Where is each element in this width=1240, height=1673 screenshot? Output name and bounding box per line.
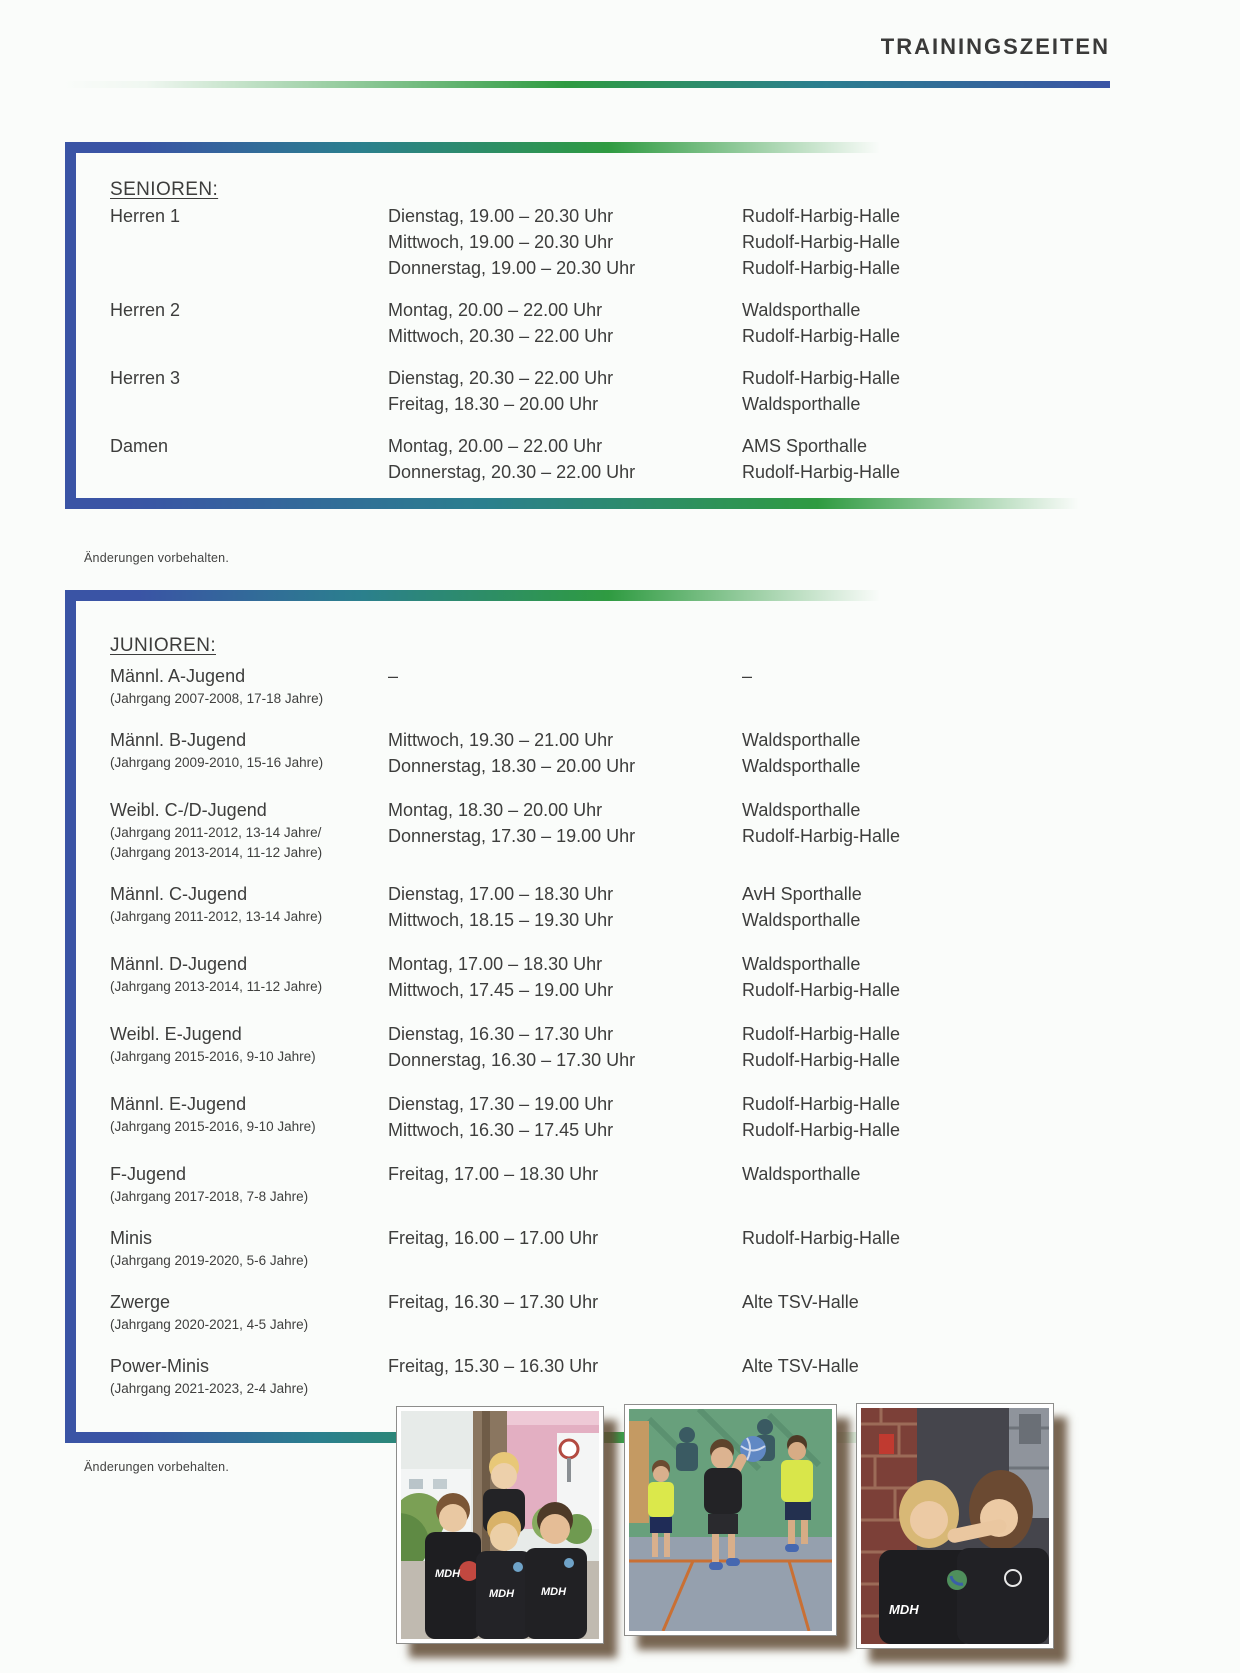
session-venue: Rudolf-Harbig-Halle [742, 368, 901, 388]
session-venue: Rudolf-Harbig-Halle [742, 232, 901, 252]
venue-column [742, 433, 1094, 485]
time-column [388, 365, 742, 417]
time-column [388, 1353, 742, 1379]
training-group [110, 1021, 1094, 1073]
session-day-time: Dienstag, 17.00 – 18.30 Uhr [388, 884, 614, 904]
age-range: (Jahrgang 2019-2020, 5-6 Jahre) [110, 1253, 309, 1268]
team-name: Minis [110, 1228, 153, 1248]
age-range: (Jahrgang 2017-2018, 7-8 Jahre) [110, 1189, 309, 1204]
training-group [110, 1289, 1094, 1335]
team-name: Herren 1 [110, 206, 181, 226]
age-range: (Jahrgang 2009-2010, 15-16 Jahre) [110, 755, 324, 770]
age-range: (Jahrgang 2011-2012, 13-14 Jahre) [110, 909, 323, 924]
venue-column [742, 297, 1094, 349]
training-group [110, 1353, 1094, 1399]
session-day-time: Dienstag, 20.30 – 22.00 Uhr [388, 368, 614, 388]
age-range: (Jahrgang 2015-2016, 9-10 Jahre) [110, 1119, 316, 1134]
venue-column [742, 663, 1094, 689]
training-group [110, 727, 1094, 779]
junioren-group-list [110, 663, 1094, 1399]
junioren-content [76, 601, 1110, 1432]
venue-column [742, 881, 1094, 933]
training-group [110, 433, 1094, 485]
session-venue: – [742, 666, 753, 686]
session-venue: AvH Sporthalle [742, 884, 862, 904]
senioren-content [76, 153, 1110, 498]
session-day-time: Donnerstag, 17.30 – 19.00 Uhr [388, 826, 636, 846]
session-day-time: Montag, 17.00 – 18.30 Uhr [388, 954, 603, 974]
session-day-time: Freitag, 18.30 – 20.00 Uhr [388, 394, 599, 414]
junioren-panel [65, 590, 1110, 1443]
time-column [388, 297, 742, 349]
session-day-time: Mittwoch, 20.30 – 22.00 Uhr [388, 326, 614, 346]
junioren-heading: JUNIOREN: [110, 635, 216, 656]
session-venue: Rudolf-Harbig-Halle [742, 1050, 901, 1070]
session-venue: Rudolf-Harbig-Halle [742, 326, 901, 346]
venue-column [742, 1353, 1094, 1379]
senioren-heading: SENIOREN: [110, 179, 219, 200]
session-venue: Waldsporthalle [742, 800, 861, 820]
session-venue: Waldsporthalle [742, 394, 861, 414]
training-group [110, 797, 1094, 863]
session-day-time: Freitag, 16.00 – 17.00 Uhr [388, 1228, 599, 1248]
session-day-time: Mittwoch, 19.30 – 21.00 Uhr [388, 730, 614, 750]
time-column [388, 203, 742, 281]
training-group [110, 365, 1094, 417]
header-gradient-rule [62, 81, 1110, 88]
time-column [388, 1225, 742, 1251]
team-column [110, 1289, 388, 1335]
panel-border-top [65, 590, 1110, 601]
session-venue: Rudolf-Harbig-Halle [742, 1120, 901, 1140]
venue-column [742, 951, 1094, 1003]
team-name: Herren 3 [110, 368, 181, 388]
session-venue: Waldsporthalle [742, 730, 861, 750]
time-column [388, 951, 742, 1003]
session-day-time: Mittwoch, 17.45 – 19.00 Uhr [388, 980, 614, 1000]
session-venue: AMS Sporthalle [742, 436, 868, 456]
session-venue: Rudolf-Harbig-Halle [742, 1094, 901, 1114]
team-name: Weibl. E-Jugend [110, 1024, 242, 1044]
panel-border-left [65, 142, 76, 509]
session-venue: Waldsporthalle [742, 1164, 861, 1184]
disclaimer-note: Änderungen vorbehalten. [84, 551, 229, 565]
shirt-text: MDH [489, 1588, 515, 1600]
session-venue: Rudolf-Harbig-Halle [742, 1024, 901, 1044]
training-group [110, 1225, 1094, 1271]
session-venue: Rudolf-Harbig-Halle [742, 206, 901, 226]
session-venue: Waldsporthalle [742, 910, 861, 930]
session-day-time: Montag, 18.30 – 20.00 Uhr [388, 800, 603, 820]
team-column [110, 1021, 388, 1067]
session-day-time: Mittwoch, 16.30 – 17.45 Uhr [388, 1120, 614, 1140]
session-day-time: Freitag, 15.30 – 16.30 Uhr [388, 1356, 599, 1376]
training-group [110, 1161, 1094, 1207]
team-name: Männl. C-Jugend [110, 884, 248, 904]
session-day-time: – [388, 666, 399, 686]
session-day-time: Mittwoch, 18.15 – 19.30 Uhr [388, 910, 614, 930]
team-name: Zwerge [110, 1292, 171, 1312]
session-venue: Rudolf-Harbig-Halle [742, 826, 901, 846]
team-name: Power-Minis [110, 1356, 210, 1376]
session-day-time: Dienstag, 19.00 – 20.30 Uhr [388, 206, 614, 226]
session-venue: Rudolf-Harbig-Halle [742, 980, 901, 1000]
session-day-time: Montag, 20.00 – 22.00 Uhr [388, 300, 603, 320]
venue-column [742, 1161, 1094, 1187]
page-title: TRAININGSZEITEN [880, 34, 1110, 59]
venue-column [742, 797, 1094, 849]
team-name: Männl. E-Jugend [110, 1094, 247, 1114]
session-day-time: Freitag, 16.30 – 17.30 Uhr [388, 1292, 599, 1312]
training-group [110, 297, 1094, 349]
panel-border-bottom [65, 498, 1110, 509]
team-column [110, 1161, 388, 1207]
age-range: (Jahrgang 2011-2012, 13-14 Jahre/ [110, 825, 322, 840]
session-venue: Rudolf-Harbig-Halle [742, 462, 901, 482]
shirt-text: MDH [889, 1602, 919, 1617]
session-day-time: Montag, 20.00 – 22.00 Uhr [388, 436, 603, 456]
venue-column [742, 1225, 1094, 1251]
age-range: (Jahrgang 2015-2016, 9-10 Jahre) [110, 1049, 316, 1064]
action-photo-gym [624, 1404, 837, 1636]
team-column [110, 297, 388, 323]
training-group [110, 951, 1094, 1003]
venue-column [742, 203, 1094, 281]
age-range: (Jahrgang 2013-2014, 11-12 Jahre) [110, 845, 323, 860]
session-venue: Waldsporthalle [742, 300, 861, 320]
time-column [388, 663, 742, 689]
age-range: (Jahrgang 2013-2014, 11-12 Jahre) [110, 979, 323, 994]
panel-border-top [65, 142, 1110, 153]
team-column [110, 951, 388, 997]
session-venue: Alte TSV-Halle [742, 1292, 859, 1312]
team-name: F-Jugend [110, 1164, 187, 1184]
age-range: (Jahrgang 2007-2008, 17-18 Jahre) [110, 691, 324, 706]
senioren-group-list [110, 203, 1094, 485]
session-day-time: Donnerstag, 20.30 – 22.00 Uhr [388, 462, 636, 482]
team-name: Weibl. C-/D-Jugend [110, 800, 267, 820]
venue-column [742, 1091, 1094, 1143]
senioren-panel [65, 142, 1110, 509]
age-range: (Jahrgang 2020-2021, 4-5 Jahre) [110, 1317, 309, 1332]
time-column [388, 1161, 742, 1187]
shirt-text: MDH [435, 1568, 461, 1580]
session-venue: Waldsporthalle [742, 954, 861, 974]
panel-border-left [65, 590, 76, 1443]
time-column [388, 433, 742, 485]
team-column [110, 663, 388, 709]
team-column [110, 727, 388, 773]
session-day-time: Dienstag, 16.30 – 17.30 Uhr [388, 1024, 614, 1044]
team-column [110, 203, 388, 229]
team-photo-indoor-image [861, 1408, 1049, 1644]
team-name: Damen [110, 436, 169, 456]
age-range: (Jahrgang 2021-2023, 2-4 Jahre) [110, 1381, 309, 1396]
training-group [110, 881, 1094, 933]
session-day-time: Freitag, 17.00 – 18.30 Uhr [388, 1164, 599, 1184]
team-column [110, 365, 388, 391]
team-column [110, 797, 388, 863]
session-venue: Waldsporthalle [742, 756, 861, 776]
team-column [110, 1091, 388, 1137]
team-photo-outdoor-image [401, 1411, 599, 1639]
session-day-time: Donnerstag, 16.30 – 17.30 Uhr [388, 1050, 636, 1070]
time-column [388, 797, 742, 849]
training-group [110, 663, 1094, 709]
session-day-time: Donnerstag, 18.30 – 20.00 Uhr [388, 756, 636, 776]
venue-column [742, 1289, 1094, 1315]
team-column [110, 1353, 388, 1399]
team-name: Männl. B-Jugend [110, 730, 247, 750]
training-group [110, 1091, 1094, 1143]
time-column [388, 881, 742, 933]
time-column [388, 1289, 742, 1315]
team-column [110, 881, 388, 927]
venue-column [742, 727, 1094, 779]
session-day-time: Mittwoch, 19.00 – 20.30 Uhr [388, 232, 614, 252]
venue-column [742, 365, 1094, 417]
team-photo-outdoor [396, 1406, 604, 1644]
team-name: Herren 2 [110, 300, 181, 320]
team-column [110, 433, 388, 459]
time-column [388, 1021, 742, 1073]
venue-column [742, 1021, 1094, 1073]
session-day-time: Donnerstag, 19.00 – 20.30 Uhr [388, 258, 636, 278]
team-column [110, 1225, 388, 1271]
time-column [388, 1091, 742, 1143]
session-day-time: Dienstag, 17.30 – 19.00 Uhr [388, 1094, 614, 1114]
team-photo-indoor [856, 1403, 1054, 1649]
team-name: Männl. A-Jugend [110, 666, 246, 686]
time-column [388, 727, 742, 779]
shirt-text: MDH [541, 1586, 567, 1598]
team-name: Männl. D-Jugend [110, 954, 248, 974]
training-group [110, 203, 1094, 281]
session-venue: Rudolf-Harbig-Halle [742, 1228, 901, 1248]
action-photo-gym-image [629, 1409, 832, 1631]
session-venue: Rudolf-Harbig-Halle [742, 258, 901, 278]
disclaimer-note: Änderungen vorbehalten. [84, 1460, 229, 1474]
session-venue: Alte TSV-Halle [742, 1356, 859, 1376]
